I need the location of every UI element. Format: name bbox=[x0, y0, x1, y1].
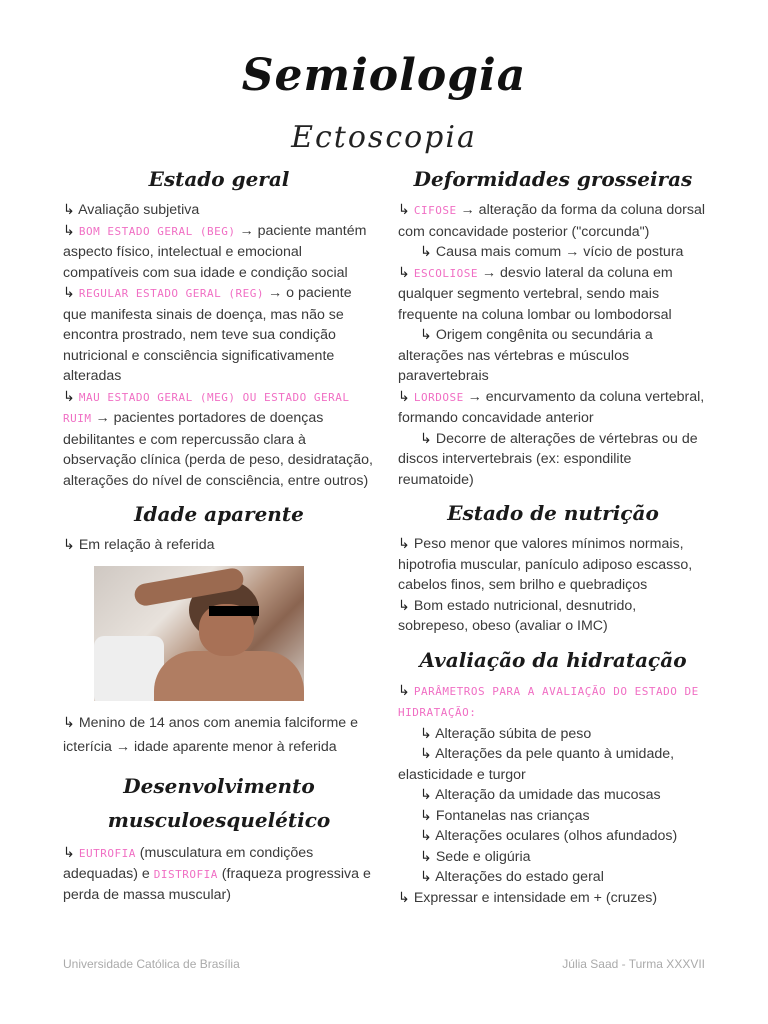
right-column bbox=[398, 160, 708, 908]
hidratacao-item: ↳ Alterações da pele quanto à umidade, elasticidade e turgor bbox=[398, 746, 675, 783]
arrow-icon: ↳ bbox=[420, 746, 432, 762]
escoliose-item: ↳ ESCOLIOSE → desvio lateral da coluna em qualquer segmento vertebral, sendo mais frequente na coluna lombar ou lombodorsal bbox=[398, 264, 673, 323]
estado-geral-meg: ↳ MAU ESTADO GERAL (MEG) OU ESTADO GERAL RUIM → pacientes portadores de doenças debilitantes e com repercussão clara à observação clínica (perda de peso, desidratação, alterações do nível de consciência, entre outros) bbox=[63, 388, 373, 489]
hidratacao-item: ↳ Alteração súbita de peso bbox=[420, 725, 592, 742]
arrow-icon: ↳ bbox=[398, 597, 410, 614]
page-title: Semiologia bbox=[241, 50, 527, 101]
arrow-icon: ↳ bbox=[398, 889, 410, 906]
arrow-icon: ↳ bbox=[420, 828, 432, 844]
arrow-icon: ↳ bbox=[63, 285, 75, 301]
arrow-icon: ↳ bbox=[398, 388, 410, 405]
hidratacao-item: ↳ Alterações do estado geral bbox=[420, 869, 604, 885]
arrow-icon: ↳ bbox=[398, 682, 410, 699]
desenvolvimento-item: ↳ EUTROFIA (musculatura em condições adequadas) e DISTROFIA (fraqueza progressiva e perda de massa muscular) bbox=[63, 844, 371, 903]
left-column bbox=[63, 160, 375, 906]
arrow-icon: ↳ bbox=[420, 725, 432, 742]
hidratacao-item: ↳ Fontanelas nas crianças bbox=[420, 807, 590, 824]
heading-hidratacao: Avaliação da hidratação bbox=[419, 647, 687, 672]
lordose-label: LORDOSE bbox=[413, 390, 464, 404]
heading-estado-geral: Estado geral bbox=[148, 167, 290, 191]
beg-label: BOM ESTADO GERAL (BEG) bbox=[78, 224, 236, 238]
arrow-icon: ↳ bbox=[420, 848, 432, 865]
hidratacao-last: ↳ Expressar e intensidade em + (cruzes) bbox=[398, 889, 658, 906]
arrow-icon: ↳ bbox=[398, 202, 410, 218]
distrofia-label: DISTROFIA bbox=[153, 867, 218, 881]
cifose-label: CIFOSE bbox=[413, 204, 457, 217]
escoliose-label: ESCOLIOSE bbox=[413, 266, 478, 280]
eutrofia-label: EUTROFIA bbox=[78, 846, 136, 860]
heading-idade-aparente: Idade aparente bbox=[134, 502, 304, 526]
lordose-item: ↳ LORDOSE → encurvamento da coluna vertebral, formando concavidade anterior bbox=[398, 388, 705, 426]
arrow-icon: ↳ bbox=[63, 222, 75, 239]
meg-label: MAU ESTADO GERAL (MEG) OU ESTADO GERAL RUIM bbox=[63, 390, 350, 425]
page-subtitle: Ectoscopia bbox=[291, 120, 477, 155]
arrow-icon: ↳ bbox=[63, 537, 75, 553]
arrow-icon: ↳ bbox=[420, 807, 432, 824]
arrow-icon: ↳ bbox=[398, 536, 410, 552]
hidratacao-item: ↳ Alterações oculares (olhos afundados) bbox=[420, 828, 678, 844]
privacy-bar bbox=[209, 606, 259, 616]
arrow-icon: ↳ bbox=[63, 388, 75, 405]
estado-geral-item-1: ↳ Avaliação subjetiva bbox=[63, 202, 200, 218]
hidratacao-item: ↳ Sede e oligúria bbox=[420, 848, 531, 865]
arrow-icon: ↳ bbox=[420, 430, 432, 447]
heading-nutricao: Estado de nutrição bbox=[447, 501, 659, 525]
nutricao-item-1: ↳ Peso menor que valores mínimos normais, hipotrofia muscular, panículo adiposo escasso, cabelos finos, sem brilho e quebradiços bbox=[398, 536, 693, 593]
cifose-sub: ↳ Causa mais comum → vício de postura bbox=[420, 244, 684, 260]
reg-label: REGULAR ESTADO GERAL (REG) bbox=[78, 287, 265, 300]
arrow-icon: ↳ bbox=[63, 844, 75, 861]
nutricao-item-2: ↳ Bom estado nutricional, desnutrido, sobrepeso, obeso (avaliar o IMC) bbox=[398, 597, 637, 634]
escoliose-sub: ↳ Origem congênita ou secundária a alterações nas vértebras e músculos paravertebrais bbox=[398, 327, 653, 384]
estado-geral-beg: ↳ BOM ESTADO GERAL (BEG) → paciente mantém aspecto físico, intelectual e emocional compatíveis com sua idade e condição social bbox=[63, 222, 367, 281]
arrow-icon: ↳ bbox=[398, 264, 410, 281]
arrow-icon: ↳ bbox=[420, 869, 432, 885]
cifose-item: ↳ CIFOSE → alteração da forma da coluna dorsal com concavidade posterior ("corcunda") bbox=[398, 202, 706, 240]
heading-deformidades: Deformidades grosseiras bbox=[413, 167, 693, 191]
arrow-icon: ↳ bbox=[420, 327, 432, 343]
heading-desenvolvimento: Desenvolvimento musculoesquelético bbox=[107, 773, 331, 832]
arrow-icon: ↳ bbox=[420, 787, 432, 803]
idade-caption: ↳ Menino de 14 anos com anemia falciforme e icterícia → idade aparente menor à referida bbox=[63, 714, 359, 755]
arrow-icon: ↳ bbox=[63, 202, 75, 218]
estado-geral-reg: ↳ REGULAR ESTADO GERAL (REG) → o paciente que manifesta sinais de doença, mas não se encontra prostrado, nem teve sua condição nutricional e consciência significativamente alteradas bbox=[63, 285, 352, 384]
arrow-icon: ↳ bbox=[63, 714, 75, 731]
hidratacao-item: ↳ Alteração da umidade das mucosas bbox=[420, 787, 661, 803]
param-label: PARÂMETROS PARA A AVALIAÇÃO DO ESTADO DE HIDRATAÇÃO: bbox=[398, 684, 699, 719]
footer-author: Júlia Saad - Turma XXXVII bbox=[562, 957, 705, 971]
lordose-sub: ↳ Decorre de alterações de vértebras ou de discos intervertebrais (ex: espondilite reumatoide) bbox=[398, 430, 698, 488]
footer-university: Universidade Católica de Brasília bbox=[63, 957, 240, 971]
arrow-icon: ↳ bbox=[420, 244, 432, 260]
patient-photo bbox=[94, 566, 304, 701]
idade-item-1: ↳ Em relação à referida bbox=[63, 537, 215, 553]
hidratacao-param bbox=[398, 681, 708, 724]
